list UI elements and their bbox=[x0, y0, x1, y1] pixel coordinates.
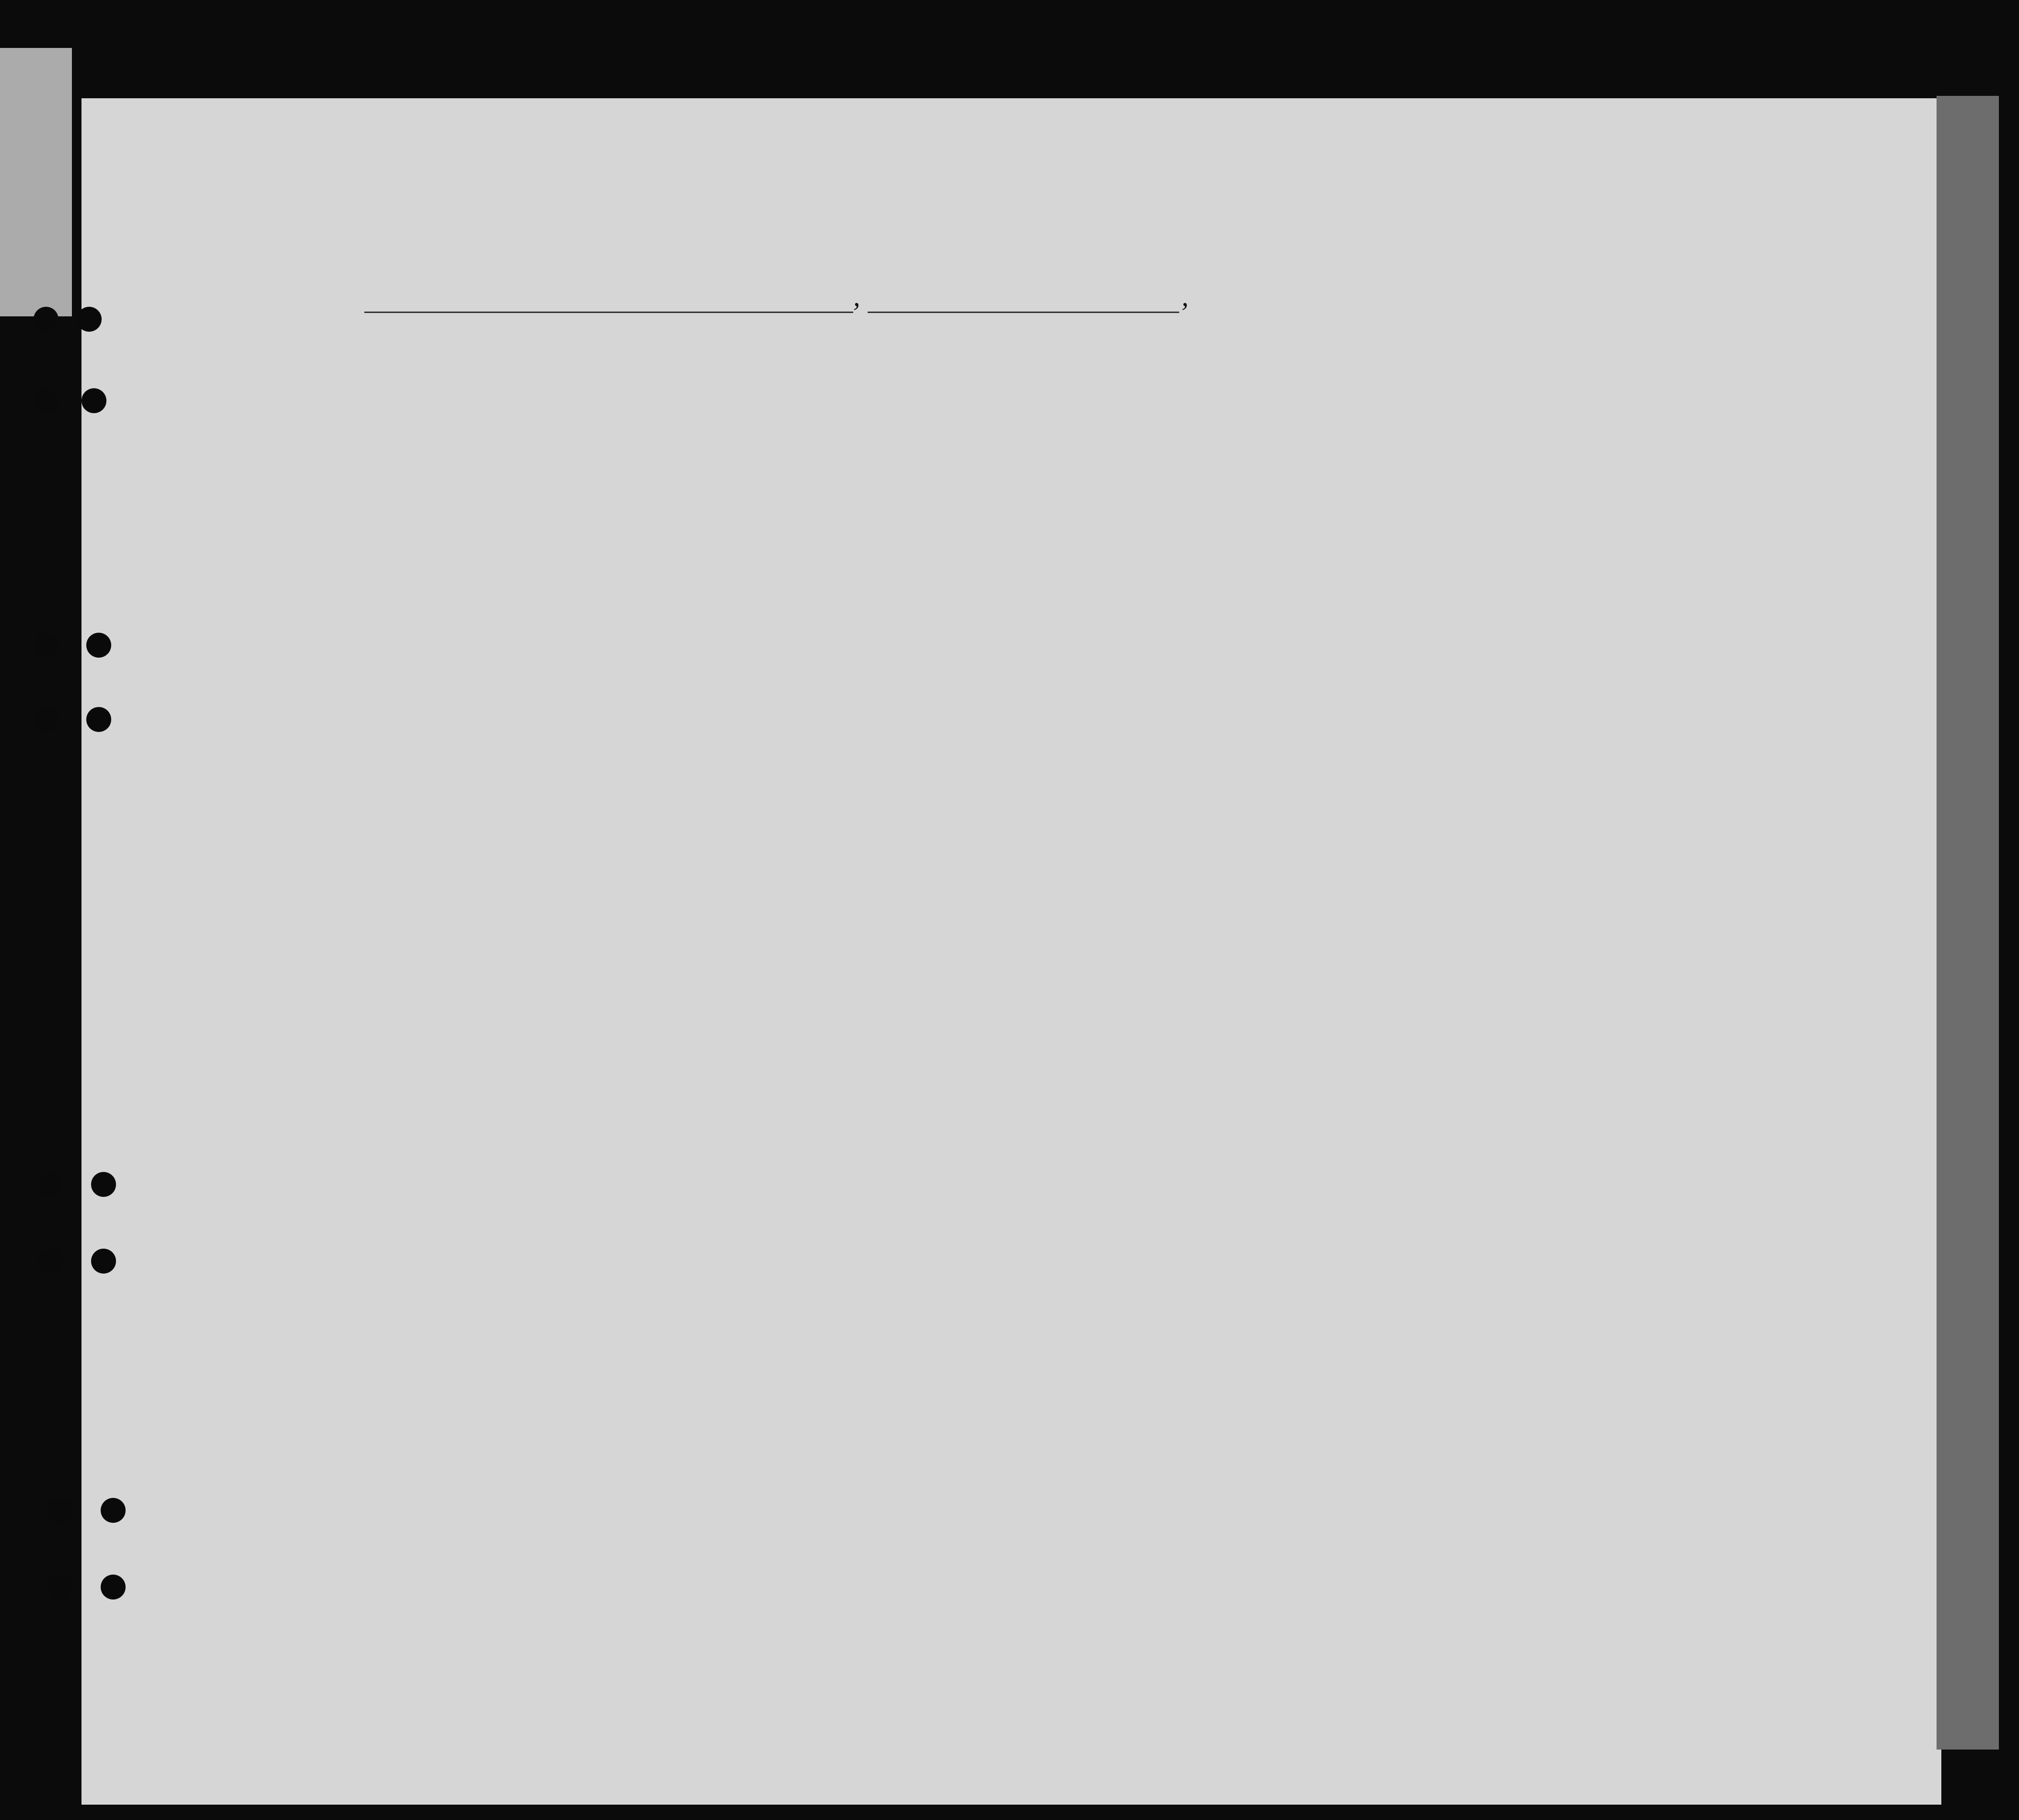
comma-1: , bbox=[853, 281, 860, 312]
comma-2: , bbox=[1182, 281, 1189, 312]
